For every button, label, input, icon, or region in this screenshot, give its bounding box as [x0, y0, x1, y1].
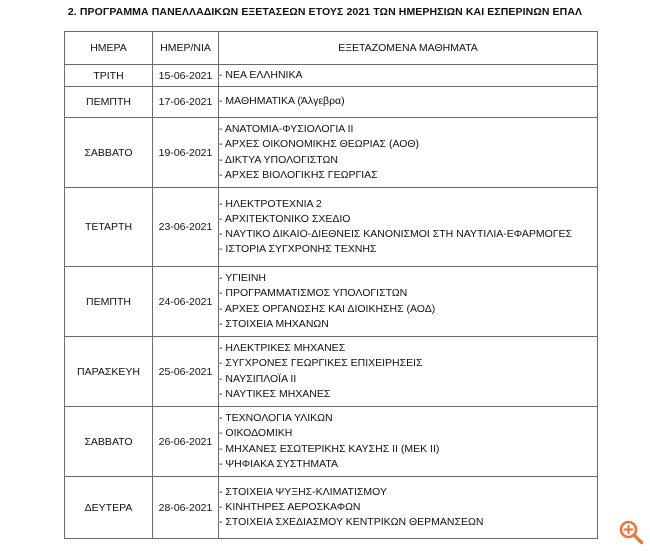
date-cell: 23-06-2021: [153, 188, 219, 267]
table-row: [65, 337, 598, 407]
day-cell: ΣΑΒΒΑΤΟ: [65, 118, 153, 188]
subject-item: - ΝΑΥΣΙΠΛΟΪΑ ΙΙ: [219, 372, 297, 385]
day-cell: ΠΕΜΠΤΗ: [65, 267, 153, 337]
subject-item: - ΣΤΟΙΧΕΙΑ ΨΥΞΗΣ-ΚΛΙΜΑΤΙΣΜΟΥ: [219, 485, 387, 498]
subjects-cell: [219, 477, 598, 539]
date-cell: 26-06-2021: [153, 407, 219, 477]
date-cell: 15-06-2021: [153, 65, 219, 87]
table-row: [65, 188, 598, 267]
subject-item: - ΣΤΟΙΧΕΙΑ ΜΗΧΑΝΩΝ: [219, 317, 329, 330]
subjects-cell: [219, 87, 598, 118]
subject-item: - ΨΗΦΙΑΚΑ ΣΥΣΤΗΜΑΤΑ: [219, 457, 339, 470]
subjects-cell: [219, 267, 598, 337]
subject-item: - ΑΡΧΕΣ ΟΙΚΟΝΟΜΙΚΗΣ ΘΕΩΡΙΑΣ (ΑΟΘ): [219, 138, 420, 151]
date-cell: 19-06-2021: [153, 118, 219, 188]
table-row: [65, 477, 598, 539]
subjects-cell: [219, 188, 598, 267]
zoom-in-icon: [618, 519, 644, 545]
subject-item: - ΠΡΟΓΡΑΜΜΑΤΙΣΜΟΣ ΥΠΟΛΟΓΙΣΤΩΝ: [219, 287, 408, 300]
subject-item: - ΚΙΝΗΤΗΡΕΣ ΑΕΡΟΣΚΑΦΩΝ: [219, 500, 361, 513]
subject-item: - ΝΑΥΤΙΚΕΣ ΜΗΧΑΝΕΣ: [219, 387, 331, 400]
subject-item: - ΜΑΘΗΜΑΤΙΚΑ (Άλγεβρα): [219, 95, 345, 108]
date-cell: 25-06-2021: [153, 337, 219, 407]
subject-item: - ΑΡΧΕΣ ΒΙΟΛΟΓΙΚΗΣ ΓΕΩΡΓΙΑΣ: [219, 168, 378, 181]
subject-item: - ΙΣΤΟΡΙΑ ΣΥΓΧΡΟΝΗΣ ΤΕΧΝΗΣ: [219, 243, 377, 256]
subject-item: - ΑΝΑΤΟΜΙΑ-ΦΥΣΙΟΛΟΓΙΑ ΙΙ: [219, 123, 354, 136]
subject-item: - ΝΕΑ ΕΛΛΗΝΙΚΑ: [219, 68, 303, 81]
table-row: [65, 118, 598, 188]
subject-item: - ΟΙΚΟΔΟΜΙΚΗ: [219, 427, 293, 440]
day-cell: ΠΕΜΠΤΗ: [65, 87, 153, 118]
document-title: 2. ΠΡΟΓΡΑΜΜΑ ΠΑΝΕΛΛΑΔΙΚΩΝ ΕΞΕΤΑΣΕΩΝ ΕΤΟΥΣ 2021 ΤΩΝ ΗΜΕΡΗΣΙΩΝ ΚΑΙ ΕΣΠΕΡΙΝΩΝ ΕΠΑΛ: [67, 6, 583, 18]
subject-item: - ΗΛΕΚΤΡΙΚΕΣ ΜΗΧΑΝΕΣ: [219, 342, 346, 355]
subjects-cell: [219, 337, 598, 407]
subject-item: - ΤΕΧΝΟΛΟΓΙΑ ΥΛΙΚΩΝ: [219, 412, 333, 425]
subjects-cell: [219, 118, 598, 188]
header-subjects: ΕΞΕΤΑΖΟΜΕΝΑ ΜΑΘΗΜΑΤΑ: [219, 32, 598, 65]
subject-item: - ΑΡΧΕΣ ΟΡΓΑΝΩΣΗΣ ΚΑΙ ΔΙΟΙΚΗΣΗΣ (ΑΟΔ): [219, 302, 436, 315]
table-row: [65, 267, 598, 337]
zoom-button[interactable]: [618, 519, 644, 545]
table-header-row: [65, 32, 598, 65]
date-cell: 28-06-2021: [153, 477, 219, 539]
subject-item: - ΑΡΧΙΤΕΚΤΟΝΙΚΟ ΣΧΕΔΙΟ: [219, 212, 351, 225]
table-row: [65, 407, 598, 477]
header-day: ΗΜΕΡΑ: [65, 32, 153, 65]
table-row: [65, 65, 598, 87]
subjects-cell: [219, 407, 598, 477]
day-cell: ΣΑΒΒΑΤΟ: [65, 407, 153, 477]
subject-item: - ΔΙΚΤΥΑ ΥΠΟΛΟΓΙΣΤΩΝ: [219, 153, 338, 166]
date-cell: 24-06-2021: [153, 267, 219, 337]
date-cell: 17-06-2021: [153, 87, 219, 118]
subject-item: - ΣΥΓΧΡΟΝΕΣ ΓΕΩΡΓΙΚΕΣ ΕΠΙΧΕΙΡΗΣΕΙΣ: [219, 357, 423, 370]
day-cell: ΤΕΤΑΡΤΗ: [65, 188, 153, 267]
exam-schedule-table: [64, 31, 598, 539]
subject-item: - ΗΛΕΚΤΡΟΤΕΧΝΙΑ 2: [219, 197, 322, 210]
subject-item: - ΣΤΟΙΧΕΙΑ ΣΧΕΔΙΑΣΜΟΥ ΚΕΝΤΡΙΚΩΝ ΘΕΡΜΑΝΣΕΩΝ: [219, 516, 484, 529]
subjects-cell: [219, 65, 598, 87]
header-date: ΗΜΕΡ/ΝΙΑ: [153, 32, 219, 65]
subject-item: - ΜΗΧΑΝΕΣ ΕΣΩΤΕΡΙΚΗΣ ΚΑΥΣΗΣ ΙΙ (ΜΕΚ ΙΙ): [219, 442, 440, 455]
subject-item: - ΥΓΙΕΙΝΗ: [219, 272, 267, 285]
day-cell: ΠΑΡΑΣΚΕΥΗ: [65, 337, 153, 407]
subject-item: - ΝΑΥΤΙΚΟ ΔΙΚΑΙΟ-ΔΙΕΘΝΕΙΣ ΚΑΝΟΝΙΣΜΟΙ ΣΤΗ ΝΑΥΤΙΛΙΑ-ΕΦΑΡΜΟΓΕΣ: [219, 228, 573, 240]
table-body: [65, 65, 598, 539]
table-row: [65, 87, 598, 118]
day-cell: ΔΕΥΤΕΡΑ: [65, 477, 153, 539]
day-cell: ΤΡΙΤΗ: [65, 65, 153, 87]
